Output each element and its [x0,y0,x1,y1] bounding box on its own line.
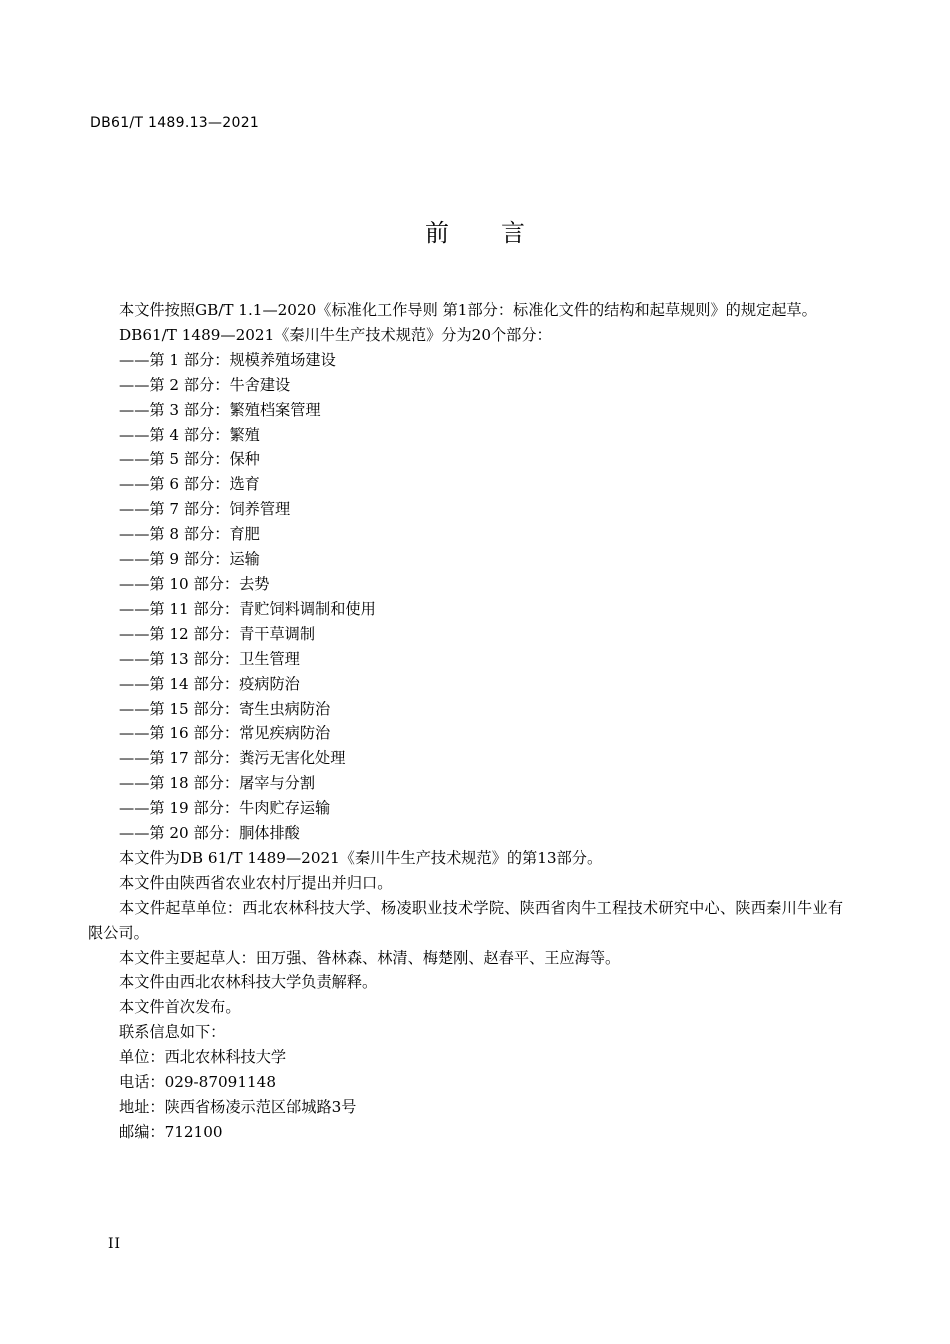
contact-postcode: 邮编：712100 [119,1122,223,1141]
page-number: II [108,1236,122,1252]
title-char-1: 前 [425,219,449,247]
document-code: DB61/T 1489.13—2021 [90,115,260,131]
contact-info [88,1020,843,1145]
list-item: ——第 20 部分：胴体排酸 [119,824,300,843]
title-char-2: 言 [501,219,525,247]
list-item: ——第 2 部分：牛舍建设 [119,375,291,394]
preface-body [88,298,843,1145]
list-item: ——第 1 部分：规模养殖场建设 [119,350,336,369]
list-item: ——第 10 部分：去势 [119,574,270,593]
this-part-statement: 本文件为DB 61/T 1489—2021《秦川牛生产技术规范》的第13部分。 [119,848,603,867]
list-item: ——第 11 部分：青贮饲料调制和使用 [119,599,376,618]
interpretation-statement: 本文件由西北农林科技大学负责解释。 [119,973,378,992]
list-item: ——第 3 部分：繁殖档案管理 [119,400,321,419]
list-item: ——第 5 部分：保种 [119,450,260,469]
list-item: ——第 4 部分：繁殖 [119,425,260,444]
parts-list [88,348,843,846]
list-item: ——第 15 部分：寄生虫病防治 [119,699,331,718]
drafting-units-statement: 本文件起草单位：西北农林科技大学、杨凌职业技术学院、陕西省肉牛工程技术研究中心、陕西秦川牛业有限公司。 [88,898,843,942]
list-item: ——第 14 部分：疫病防治 [119,674,300,693]
list-item: ——第 16 部分：常见疾病防治 [119,724,331,743]
page-title [0,213,950,248]
list-item: ——第 9 部分：运输 [119,550,260,569]
contact-heading: 联系信息如下： [119,1023,226,1042]
list-item: ——第 18 部分：屠宰与分割 [119,774,316,793]
basis-paragraph: 本文件按照GB/T 1.1—2020《标准化工作导则 第1部分：标准化文件的结构和起草规则》的规定起草。 [119,301,817,319]
contact-phone: 电话：029-87091148 [119,1073,276,1092]
list-item: ——第 19 部分：牛肉贮存运输 [119,799,331,818]
first-release-statement: 本文件首次发布。 [119,998,241,1017]
list-item: ——第 7 部分：饲养管理 [119,500,291,519]
list-item: ——第 13 部分：卫生管理 [119,649,300,668]
proposed-statement: 本文件由陕西省农业农村厅提出并归口。 [119,873,393,892]
contact-address: 地址：陕西省杨凌示范区邰城路3号 [119,1098,357,1116]
contact-unit: 单位：西北农林科技大学 [119,1048,287,1067]
list-item: ——第 12 部分：青干草调制 [119,624,316,643]
list-item: ——第 6 部分：选育 [119,475,260,494]
series-paragraph: DB61/T 1489—2021《秦川牛生产技术规范》分为20个部分： [119,325,552,344]
drafters-statement: 本文件主要起草人：田万强、昝林森、林清、梅楚刚、赵春平、王应海等。 [119,948,621,967]
list-item: ——第 8 部分：育肥 [119,525,260,544]
list-item: ——第 17 部分：粪污无害化处理 [119,749,346,768]
